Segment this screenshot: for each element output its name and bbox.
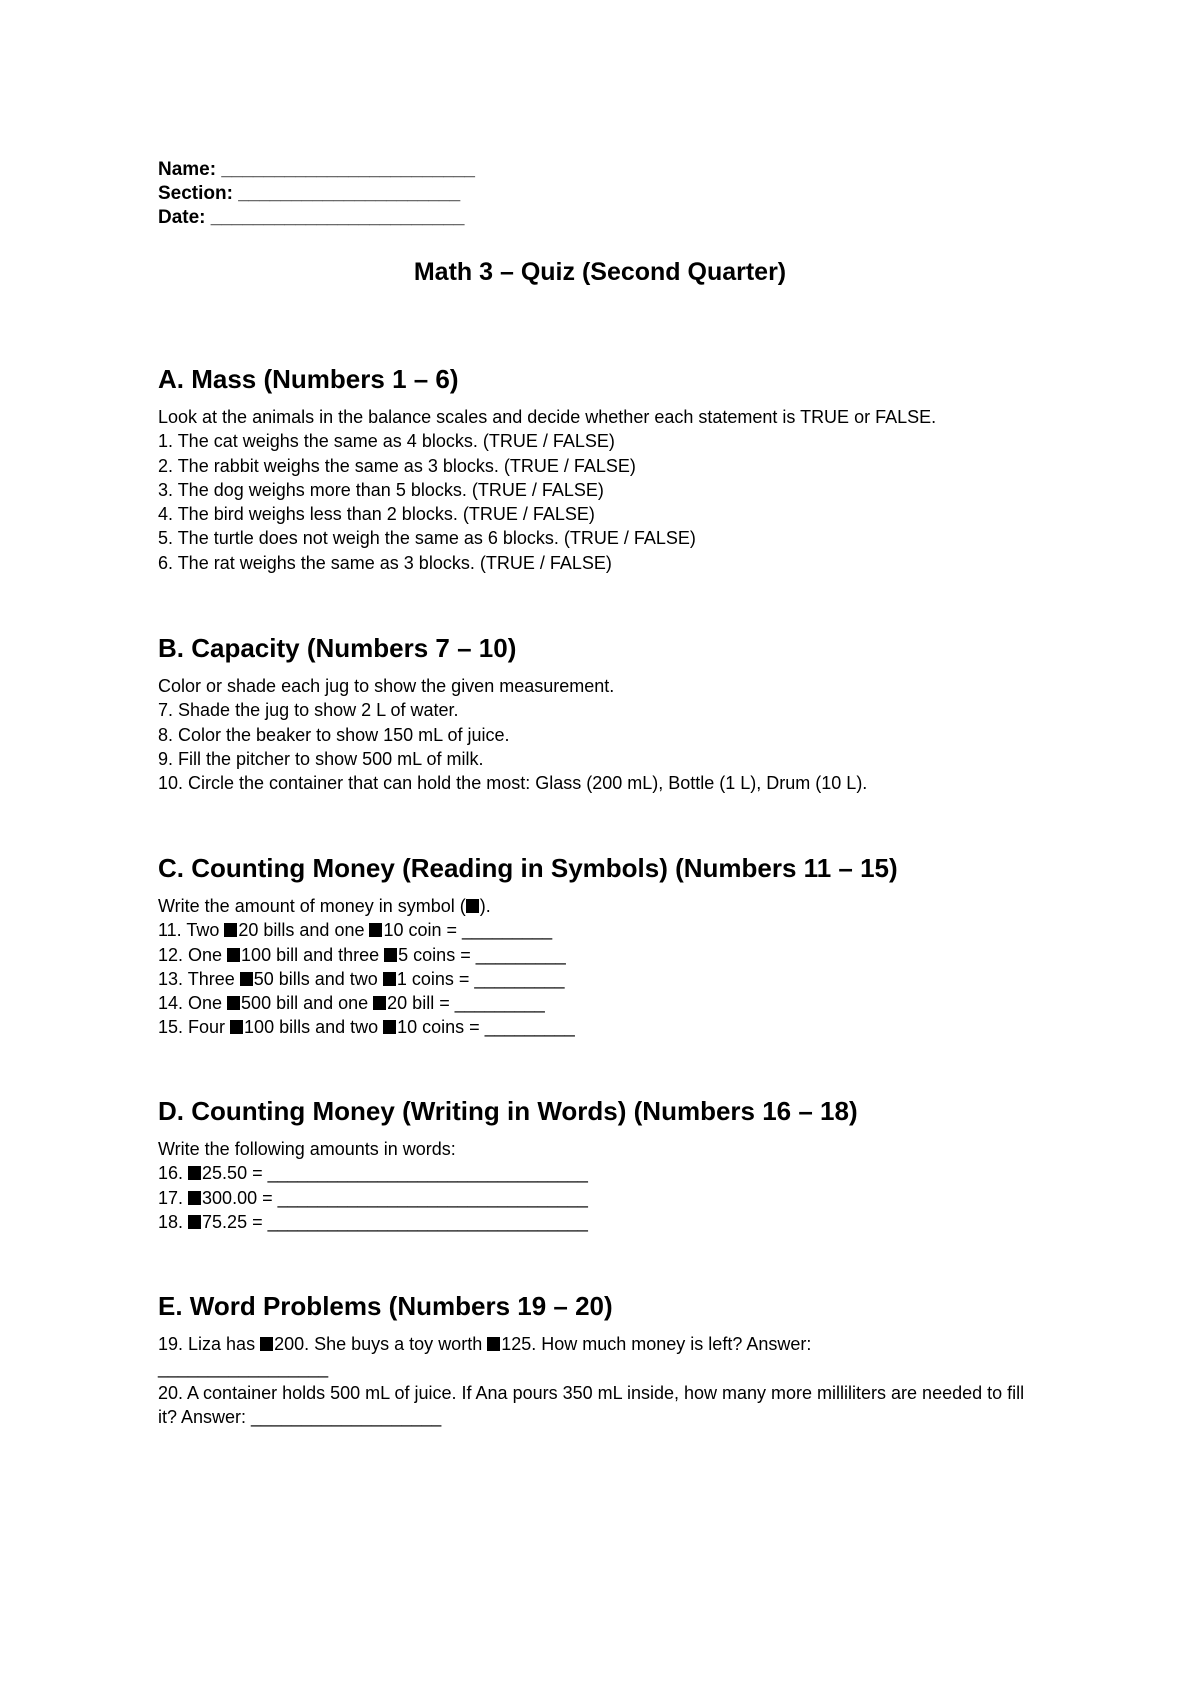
section-d-heading: D. Counting Money (Writing in Words) (Numbers 16 – 18) <box>158 1096 858 1126</box>
question-19 <box>158 1332 1058 1356</box>
peso-symbol-icon <box>188 1166 201 1180</box>
section-d-instruction: Write the following amounts in words: <box>158 1139 456 1159</box>
question-15 <box>158 1015 1058 1039</box>
peso-symbol-icon <box>383 1020 396 1034</box>
question-13-part-3: 1 coins = _________ <box>396 968 565 989</box>
peso-symbol-icon <box>466 899 479 913</box>
section-c-heading: C. Counting Money (Reading in Symbols) (Numbers 11 – 15) <box>158 853 898 883</box>
question-4: 4. The bird weighs less than 2 blocks. (TRUE / FALSE) <box>158 504 595 525</box>
question-2: 2. The rabbit weighs the same as 3 blocks. (TRUE / FALSE) <box>158 455 636 476</box>
question-18 <box>158 1210 1058 1234</box>
peso-symbol-icon <box>373 996 386 1010</box>
peso-symbol-icon <box>240 972 253 986</box>
section-b-heading: B. Capacity (Numbers 7 – 10) <box>158 633 517 663</box>
question-13-part-1: 13. Three <box>158 968 240 989</box>
peso-symbol-icon <box>227 948 240 962</box>
peso-symbol-icon <box>383 972 396 986</box>
peso-symbol-icon <box>188 1191 201 1205</box>
question-10: 10. Circle the container that can hold the most: Glass (200 mL), Bottle (1 L), Drum (10 L). <box>158 773 868 794</box>
peso-symbol-icon <box>487 1337 500 1351</box>
section-a-instruction: Look at the animals in the balance scales and decide whether each statement is TRUE or FALSE. <box>158 407 937 427</box>
question-14-part-2: 500 bill and one <box>241 993 374 1014</box>
question-18-number: 18. <box>158 1211 189 1232</box>
question-7: 7. Shade the jug to show 2 L of water. <box>158 700 459 721</box>
question-12-part-2: 100 bill and three <box>241 944 385 965</box>
question-5: 5. The turtle does not weigh the same as 6 blocks. (TRUE / FALSE) <box>158 528 696 549</box>
question-12-part-1: 12. One <box>158 944 228 965</box>
question-9: 9. Fill the pitcher to show 500 mL of milk. <box>158 748 484 769</box>
question-1: 1. The cat weighs the same as 4 blocks. (TRUE / FALSE) <box>158 431 615 452</box>
question-19-part-1: 19. Liza has <box>158 1334 261 1354</box>
peso-symbol-icon <box>188 1215 201 1229</box>
question-17-text: 300.00 = _______________________________ <box>202 1187 588 1208</box>
question-11-part-3: 10 coin = _________ <box>383 920 553 941</box>
peso-symbol-icon <box>369 923 382 937</box>
question-13-part-2: 50 bills and two <box>253 968 383 989</box>
question-11-part-2: 20 bills and one <box>238 920 370 941</box>
question-19-part-3: 125. How much money is left? Answer: <box>501 1334 812 1354</box>
section-d-money-words <box>158 1094 1058 1234</box>
section-b-instruction: Color or shade each jug to show the given measurement. <box>158 676 615 696</box>
peso-symbol-icon <box>260 1337 273 1351</box>
section-e-word-problems <box>158 1289 1058 1429</box>
section-c-instruction <box>158 894 1058 918</box>
question-15-part-2: 100 bills and two <box>244 1017 384 1038</box>
section-field: Section: _____________________ <box>158 183 461 204</box>
section-c-instruction-end: ). <box>479 896 491 916</box>
question-11-part-1: 11. Two <box>158 920 225 941</box>
question-20: 20. A container holds 500 mL of juice. If Ana pours 350 mL inside, how many more milliliters are needed to fill it? Answer: ___________________ <box>158 1382 1025 1427</box>
section-c-money-symbols <box>158 851 1058 1040</box>
question-16-text: 25.50 = ________________________________ <box>202 1163 588 1184</box>
quiz-title: Math 3 – Quiz (Second Quarter) <box>413 258 787 286</box>
question-14 <box>158 991 1058 1015</box>
question-19-answer-blank: _________________ <box>158 1358 329 1379</box>
section-e-heading: E. Word Problems (Numbers 19 – 20) <box>158 1291 613 1321</box>
question-12-part-3: 5 coins = _________ <box>398 944 566 965</box>
question-11 <box>158 918 1058 942</box>
question-14-part-3: 20 bill = _________ <box>387 993 545 1014</box>
question-3: 3. The dog weighs more than 5 blocks. (TRUE / FALSE) <box>158 479 604 500</box>
question-13 <box>158 967 1058 991</box>
section-a-heading: A. Mass (Numbers 1 – 6) <box>158 364 459 394</box>
peso-symbol-icon <box>230 1020 243 1034</box>
question-16-number: 16. <box>158 1163 189 1184</box>
question-14-part-1: 14. One <box>158 993 228 1014</box>
question-6: 6. The rat weighs the same as 3 blocks. (TRUE / FALSE) <box>158 552 612 573</box>
student-info-block <box>158 158 475 230</box>
question-17-number: 17. <box>158 1187 189 1208</box>
section-a-mass <box>158 362 1058 575</box>
peso-symbol-icon <box>384 948 397 962</box>
question-15-part-3: 10 coins = _________ <box>397 1017 575 1038</box>
peso-symbol-icon <box>224 923 237 937</box>
peso-symbol-icon <box>227 996 240 1010</box>
section-c-instruction-text: Write the amount of money in symbol ( <box>158 896 466 916</box>
question-8: 8. Color the beaker to show 150 mL of juice. <box>158 724 510 745</box>
question-17 <box>158 1186 1058 1210</box>
section-b-capacity <box>158 631 1058 795</box>
date-field: Date: ________________________ <box>158 207 465 228</box>
question-19-part-2: 200. She buys a toy worth <box>274 1334 488 1354</box>
question-12 <box>158 943 1058 967</box>
question-18-text: 75.25 = ________________________________ <box>202 1211 588 1232</box>
question-15-part-1: 15. Four <box>158 1017 231 1038</box>
name-field: Name: ________________________ <box>158 159 475 180</box>
question-16 <box>158 1161 1058 1185</box>
